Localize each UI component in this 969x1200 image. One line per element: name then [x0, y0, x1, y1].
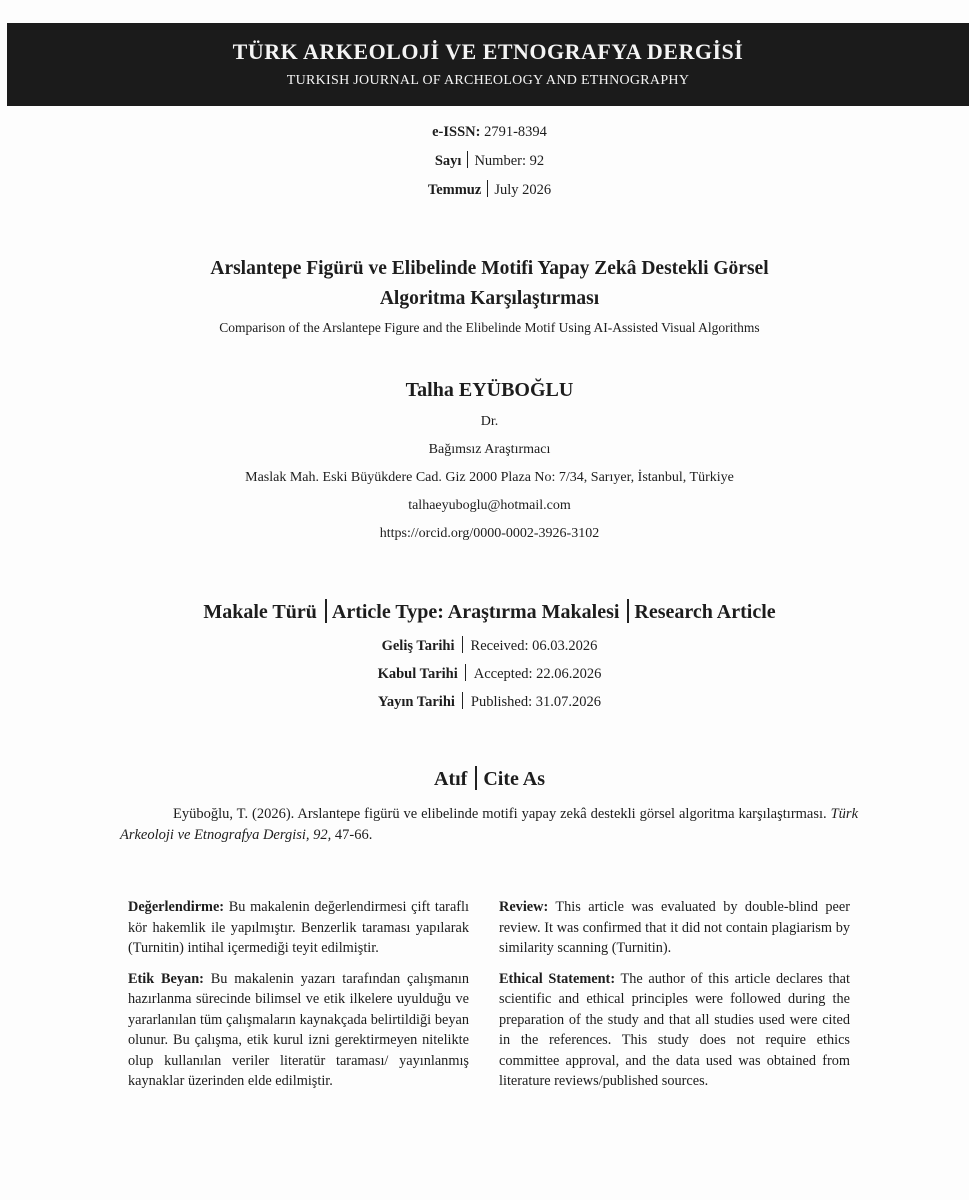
published-line [0, 692, 969, 711]
eissn-line [0, 124, 969, 141]
author-degree: Dr. [480, 414, 499, 429]
separator-bar [475, 766, 477, 790]
separator-bar [465, 664, 466, 681]
article-title-line1: Arslantepe Figürü ve Elibelinde Motifi Yapay Zekâ Destekli Görsel [210, 258, 769, 279]
author-name: Talha EYÜBOĞLU [405, 379, 574, 401]
sayi-label: Sayı [434, 153, 462, 169]
temmuz-label: Temmuz [427, 182, 482, 198]
published-label: Yayın Tarihi [377, 694, 455, 710]
published-value: Published: 31.07.2026 [470, 694, 602, 710]
journal-banner [7, 23, 969, 106]
accepted-label: Kabul Tarihi [377, 666, 458, 682]
journal-title-tr: TÜRK ARKEOLOJİ VE ETNOGRAFYA DERGİSİ [232, 39, 744, 64]
left-column [128, 897, 469, 1102]
article-title-line2: Algoritma Karşılaştırması [379, 288, 600, 309]
eissn-value: 2791-8394 [484, 124, 547, 140]
separator-bar [487, 180, 488, 197]
separator-bar [627, 599, 629, 623]
issue-number-line [0, 151, 969, 170]
citation-text [120, 804, 858, 846]
article-type-line [0, 599, 969, 624]
ethic-label-en: Ethical Statement: [499, 970, 616, 987]
cite-heading-tr: Atıf [434, 768, 468, 790]
ethic-paragraph-en [499, 969, 850, 1092]
article-title [0, 254, 969, 314]
right-column [499, 897, 850, 1102]
accepted-line [0, 664, 969, 683]
issue-number: Number: 92 [474, 153, 545, 169]
author-email[interactable]: talhaeyuboglu@hotmail.com [408, 498, 571, 513]
cite-heading-en: Cite As [483, 768, 545, 790]
review-text-en: This article was evaluated by double-blind peer review. It was confirmed that it did not contain plagiarism by similarity scanning (Turnitin). [499, 899, 850, 956]
ethic-paragraph-tr [128, 969, 469, 1092]
received-line [0, 636, 969, 655]
ethic-label-tr: Etik Beyan: [128, 970, 204, 987]
author-orcid[interactable]: https://orcid.org/0000-0002-3926-3102 [379, 526, 600, 541]
issue-date: July 2026 [494, 182, 552, 198]
journal-title-en: TURKISH JOURNAL OF ARCHEOLOGY AND ETHNOGRAPHY [286, 73, 690, 88]
separator-bar [325, 599, 327, 623]
review-paragraph-en [499, 897, 850, 959]
citation-plain: Eyüboğlu, T. (2026). Arslantepe figürü ve elibelinde motifi yapay zekâ destekli görsel algoritma karşılaştırması. [173, 806, 827, 822]
separator-bar [462, 692, 463, 709]
review-label-tr: Değerlendirme: [128, 899, 225, 915]
received-label: Geliş Tarihi [381, 638, 455, 654]
type-value-en: Research Article [634, 601, 776, 623]
article-subtitle: Comparison of the Arslantepe Figure and the Elibelinde Motif Using AI-Assisted Visual Algorithms [219, 320, 760, 335]
cite-heading [0, 766, 969, 791]
author-affiliation: Bağımsız Araştırmacı [428, 442, 551, 457]
accepted-value: Accepted: 22.06.2026 [473, 666, 602, 682]
citation-pages: 47-66. [334, 827, 373, 843]
issue-date-line [0, 180, 969, 199]
review-paragraph-tr [128, 897, 469, 959]
author-address: Maslak Mah. Eski Büyükdere Cad. Giz 2000 Plaza No: 7/34, Sarıyer, İstanbul, Türkiye [245, 470, 734, 485]
citation-journal: Türk Arkeoloji ve Etnografya Dergisi, 92, [120, 806, 859, 843]
received-value: Received: 06.03.2026 [470, 638, 598, 654]
eissn-label: e-ISSN: [432, 124, 481, 140]
ethic-text-en: The author of this article declares that scientific and ethical principles were followed during the preparation of the study and that all studies used were cited in the references. This study does not require ethics committee approval, and the data used was obtained from literature reviews/published sources. [499, 970, 850, 1089]
type-label-en: Article Type: Araştırma Makalesi [331, 601, 620, 623]
review-text-tr: Bu makalenin değerlendirmesi çift taraflı kör hakemlik ile yapılmıştır. Benzerlik taraması yapılarak (Turnitin) intihal içermediği teyit edilmiştir. [128, 899, 469, 956]
separator-bar [467, 151, 468, 168]
review-label-en: Review: [499, 899, 549, 915]
separator-bar [462, 636, 463, 653]
type-label-tr: Makale Türü [203, 601, 317, 623]
ethic-text-tr: Bu makalenin yazarı tarafından çalışmanın hazırlanma sürecinde bilimsel ve etik ilkelere uyulduğu ve yararlanılan tüm çalışmaların kaynakçada belirtildiği beyan olunur. Bu çalışma, etik kurul izni gerektirmeyen nitelikte olup kullanılan veriler literatür taraması/ yayınlanmış kaynaklar üzerinden elde edilmiştir. [128, 970, 469, 1089]
